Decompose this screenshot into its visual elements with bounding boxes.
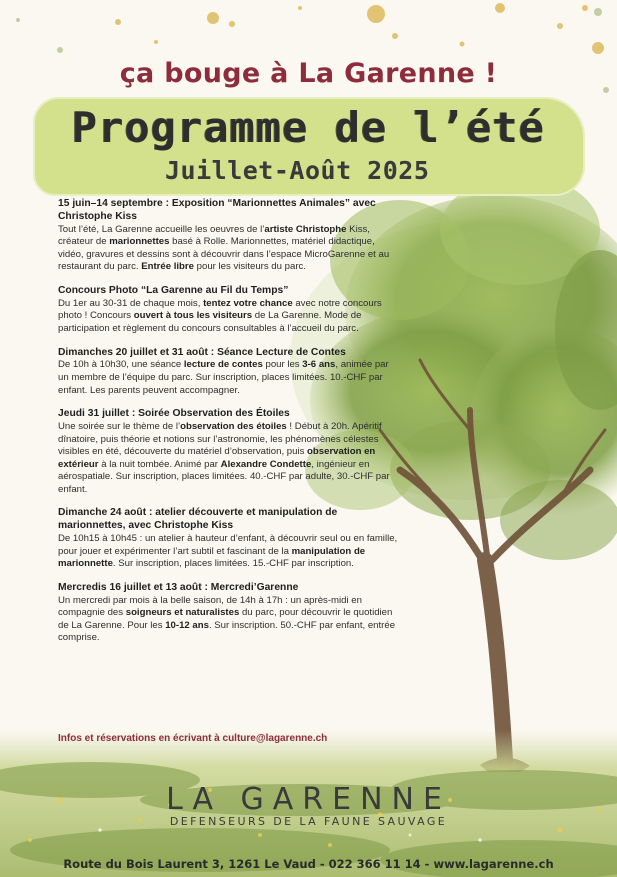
event-text: Kiss, créateur de [58, 223, 370, 248]
event-text: De 10h15 à 10h45 : un atelier à hauteur d’enfant, à découvrir seul ou en famille, pour jouer et expérimenter l’art subtil et fascinant de la [58, 533, 398, 557]
event-text: avec notre concours photo ! Concours [58, 297, 382, 322]
event-description [58, 421, 398, 497]
event-description [58, 595, 398, 645]
event-text: Une soirée sur le thème de l’ [58, 420, 181, 432]
events-list [58, 198, 398, 656]
event-highlight: marionnettes [109, 236, 170, 248]
event-text: De 10h à 10h30, une séance [58, 359, 184, 371]
event-text: pour les visiteurs du parc. [194, 261, 306, 273]
logo-wordmark: LA GARENNE [166, 782, 451, 817]
event-highlight: manipulation de marionnette [58, 545, 366, 570]
tagline: ça bouge à La Garenne ! [119, 58, 498, 89]
booking-info: Infos et réservations en écrivant à culture@lagarenne.ch [58, 733, 328, 744]
page-subtitle: Juillet-Août 2025 [165, 156, 430, 185]
event-description [58, 359, 398, 397]
event-text: à la nuit tombée. Animé par [98, 458, 221, 470]
event-text: Du 1er au 30-31 de chaque mois, [58, 297, 204, 309]
event-highlight: lecture de contes [183, 359, 263, 371]
event-text: , animée par un membre de l’équipe du parc. Sur inscription, places limitées. 10.-CHF par enfant. Les parents peuvent accompagner. [58, 359, 389, 396]
logo-tagline: DEFENSEURS DE LA FAUNE SAUVAGE [169, 815, 448, 828]
event-title: Dimanches 20 juillet et 31 août : Séance Lecture de Contes [58, 346, 346, 358]
event-text: Tout l’été, La Garenne accueille les oeuvres de l’ [58, 223, 265, 235]
event-item [58, 408, 398, 496]
event-title: Mercredis 16 juillet et 13 août : Mercredi’Garenne [58, 581, 299, 593]
event-highlight: ouvert à tous les visiteurs [133, 310, 253, 322]
event-title: Dimanche 24 août : atelier découverte et manipulation de marionnettes, avec Christophe Kiss [58, 507, 338, 532]
event-text: pour les [262, 359, 303, 371]
event-highlight: 10-12 ans [165, 619, 209, 631]
event-text: du parc, pour découvrir le quotidien de La Garenne. Pour les [58, 607, 393, 631]
event-highlight: soigneurs et naturalistes [125, 607, 240, 619]
event-title: Jeudi 31 juillet : Soirée Observation des Étoiles [58, 408, 290, 420]
event-highlight: Entrée libre [141, 261, 194, 273]
event-title: Concours Photo “La Garenne au Fil du Temps” [58, 284, 289, 296]
event-item [58, 507, 398, 570]
event-text: de La Garenne. Mode de participation et règlement du concours consultables à l’accueil du parc. [58, 310, 362, 334]
event-title: 15 juin–14 septembre : Exposition “Marionnettes Animales” avec Christophe Kiss [58, 198, 376, 222]
event-highlight: observation en extérieur [58, 446, 376, 470]
event-text: Un mercredi par mois à la belle saison, de 14h à 17h : un après-midi en compagnie des [58, 594, 362, 619]
event-highlight: Alexandre Condette [220, 458, 312, 470]
page-title: Programme de l’été [71, 103, 546, 152]
event-text: ! Début à 20h. Apéritif dînatoire, puis théorie et notions sur l’astronomie, les phénomènes célestes visibles en été, découverte du matériel d’observation, puis [58, 420, 382, 458]
event-highlight: tentez votre chance [203, 297, 293, 309]
event-item [58, 582, 398, 645]
footer-contact: Route du Bois Laurent 3, 1261 Le Vaud - 022 366 11 14 - www.lagarenne.ch [63, 857, 554, 871]
event-highlight: 3-6 ans [302, 359, 336, 371]
event-text: . Sur inscription, places limitées. 15.-CHF par inscription. [112, 558, 354, 570]
event-item [58, 198, 398, 274]
event-text: . Sur inscription. 50.-CHF par enfant, entrée comprise. [58, 619, 396, 644]
event-description [58, 298, 398, 336]
event-highlight: artiste Christophe [264, 223, 347, 235]
event-description [58, 224, 398, 274]
event-item [58, 285, 398, 336]
event-text: , ingénieur en aérospatiale. Sur inscription, places limitées. 40.-CHF par adulte, 30.-CHF par enfant. [58, 458, 390, 495]
event-text: basé à Rolle. Marionnettes, matériel didactique, vidéo, gravures et dessins sont à découvrir dans l’espace MicroGarenne et au restaurant du parc. [58, 236, 390, 273]
event-highlight: observation des étoiles [180, 420, 287, 432]
event-item [58, 347, 398, 398]
event-description [58, 533, 398, 571]
